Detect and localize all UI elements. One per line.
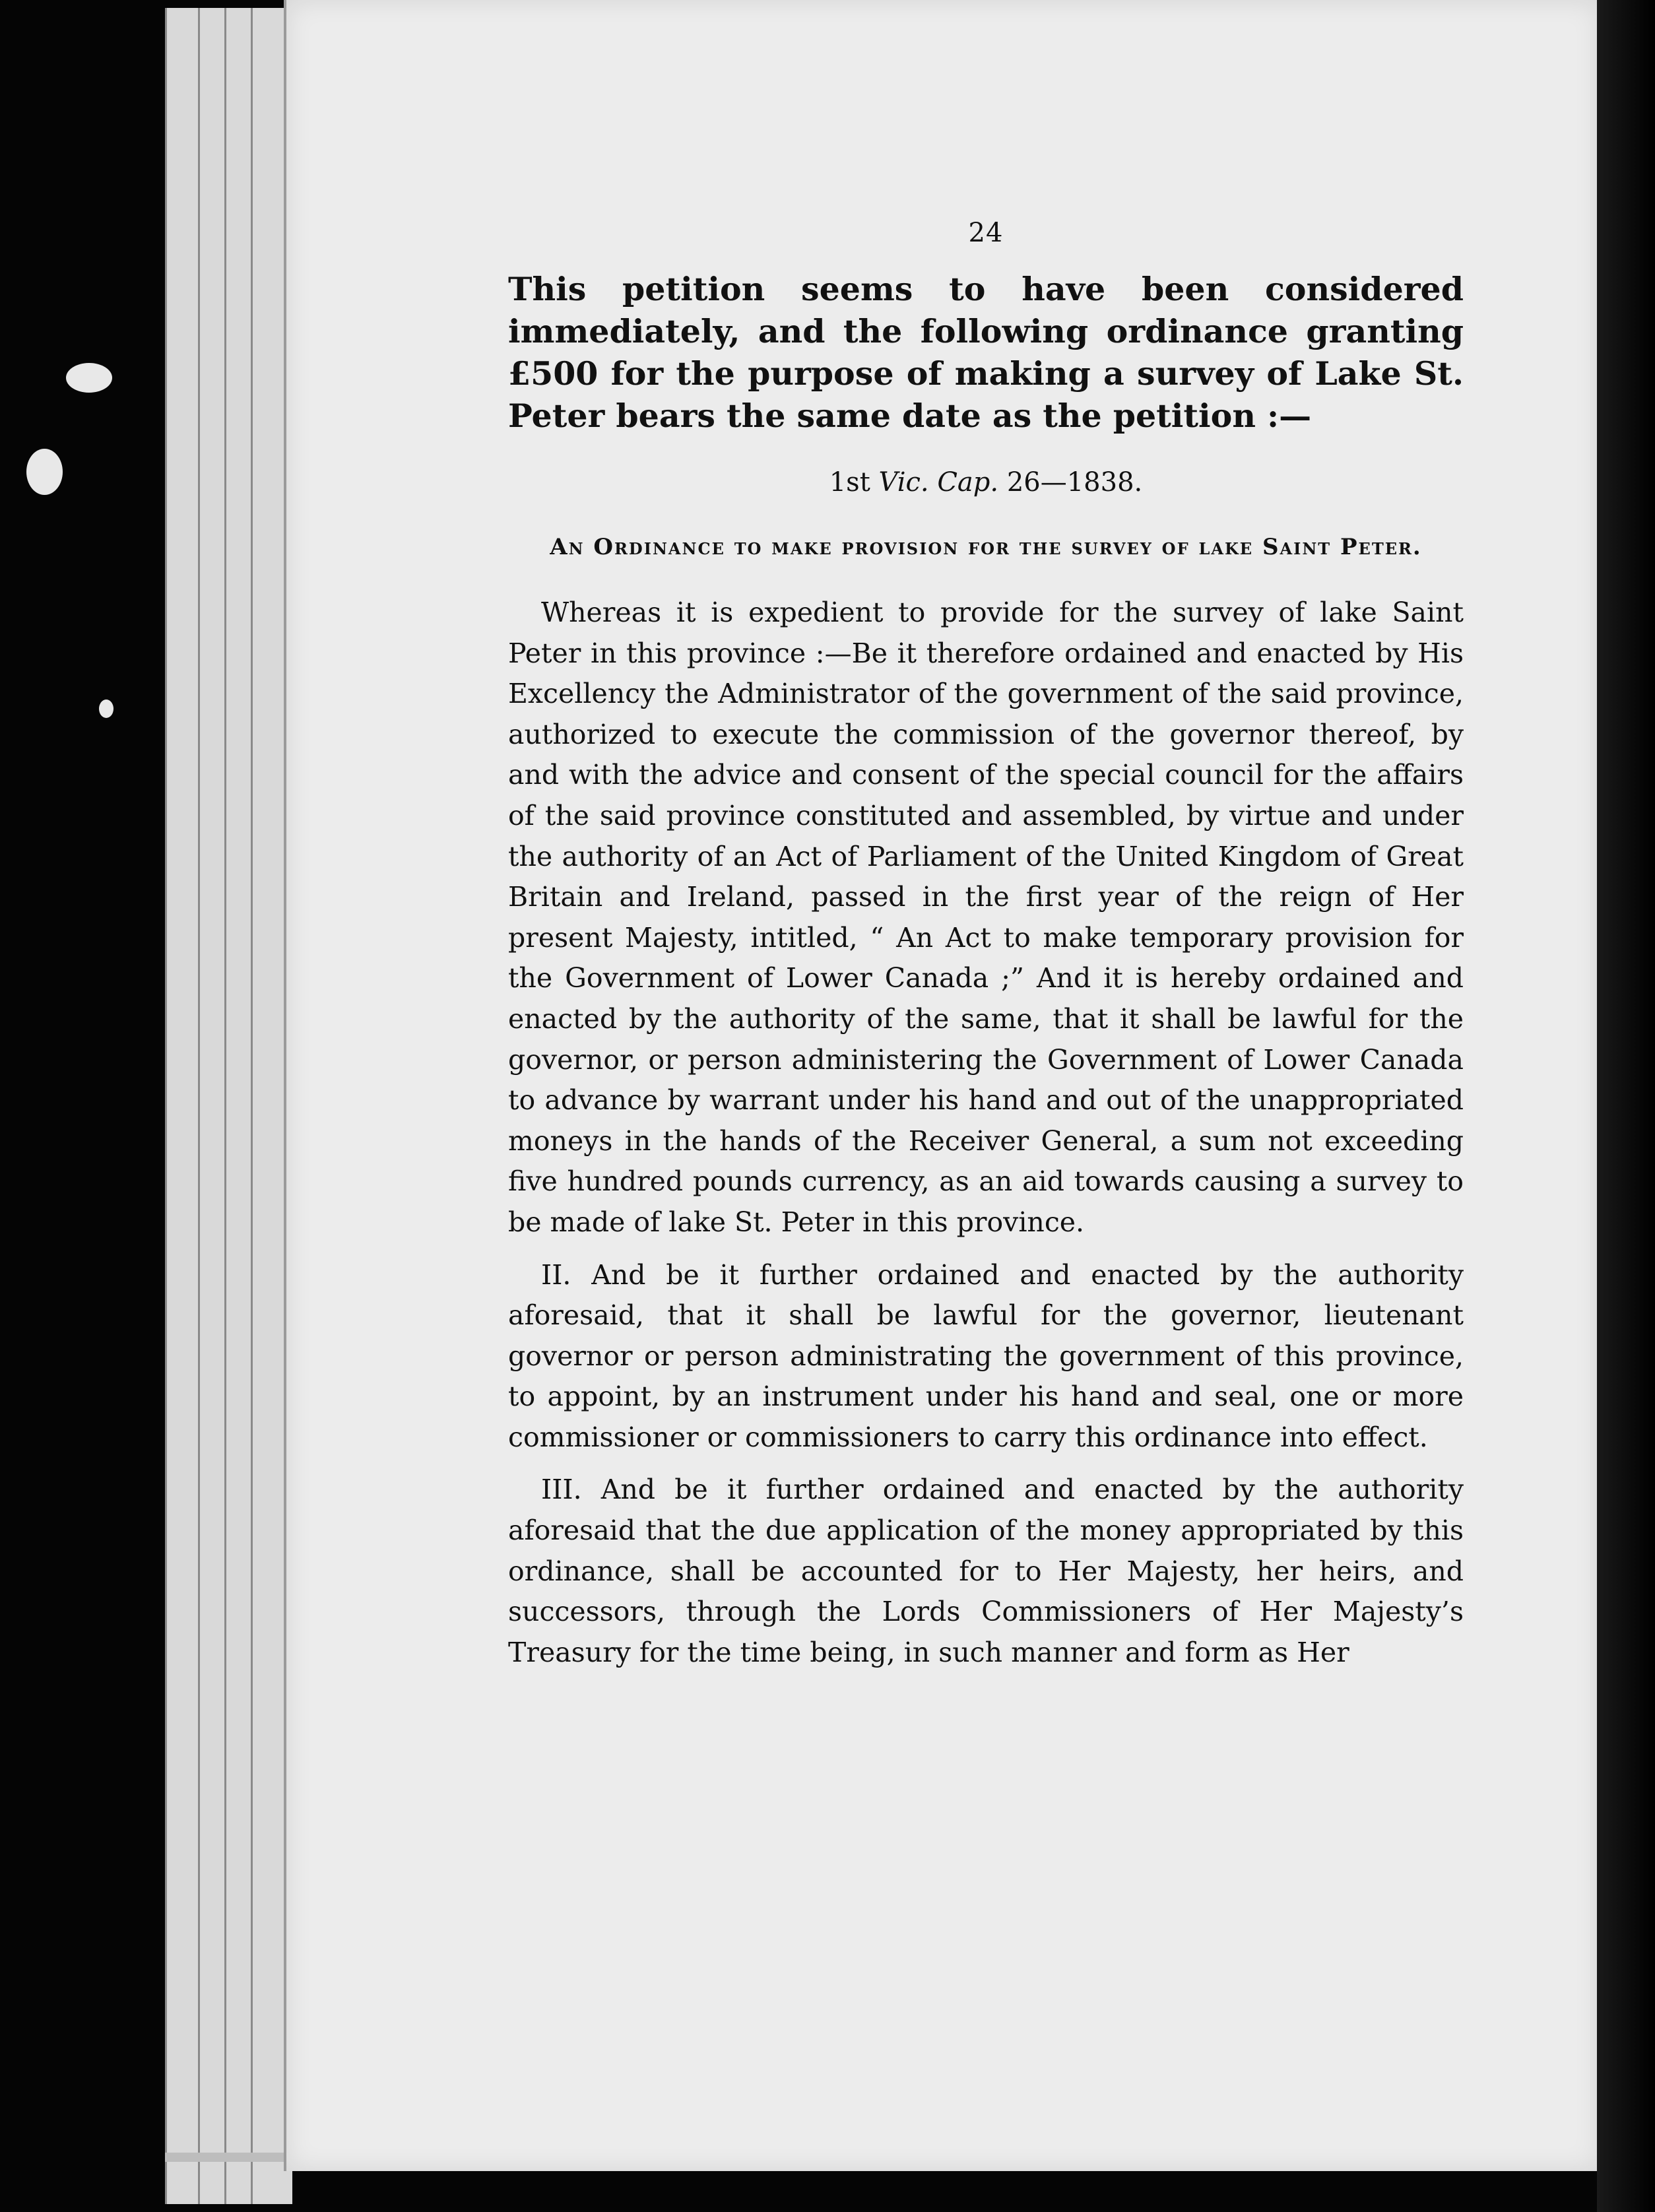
intro-paragraph: This petition seems to have been considered immediately, and the following ordinance granting £500 for the purpose of making a survey of Lake St. Peter bears the same date as the petition :— [508,270,1464,435]
body-paragraph-preamble: Whereas it is expedient to provide for the survey of lake Saint Peter in this province :—Be it therefore ordained and enacted by His Excellency the Administrator of the government of the said province, authorized to execute the commission of the governor thereof, by and with the advice and consent of the special council for the affairs of the said province constituted and assembled, by virtue and under the authority of an Act of Parliament of the United Kingdom of Great Britain and Ireland, passed in the first year of the reign of Her present Majesty, intitled, “ An Act to make temporary provision for the Government of Lower Canada ;” And it is hereby ordained and enacted by the authority of the same, that it shall be lawful for the governor, or person administering the Government of Lower Canada to advance by warrant under his hand and out of the unappropriated moneys in the hands of the Receiver General, a sum not exceeding five hundred pounds currency, as an aid towards causing a survey to be made of lake St. Peter in this province. [508,597,1464,1238]
citation-chapter: Vic. Cap. [878,467,999,498]
page-text [508,218,1464,1685]
dust-speck [26,449,63,495]
citation-number-year: 26—1838. [1006,467,1143,498]
citation-year-prefix: 1st [829,467,870,498]
dust-speck [99,699,114,718]
dust-speck [66,363,112,393]
page-number: 24 [968,218,1004,248]
body-paragraph-section-2: II. And be it further ordained and enacted by the authority aforesaid, that it shall be lawful for the governor, lieutenant governor or person administrating the government of this province, to appoint, by an instrument under his hand and seal, one or more commissioner or commissioners to carry this ordinance into effect. [508,1258,1464,1453]
ordinance-citation [508,467,1464,498]
binding-gutter [1597,0,1655,2212]
body-paragraph-section-3: III. And be it further ordained and enacted by the authority aforesaid that the due application of the money appropriated by this ordinance, shall be accounted for to Her Majesty, her heirs, and successors, through the Lords Commissioners of Her Majesty’s Treasury for the time being, in such manner and form as Her [508,1474,1464,1668]
ordinance-title: An Ordinance to make provision for the survey of lake Saint Peter. [550,534,1422,560]
